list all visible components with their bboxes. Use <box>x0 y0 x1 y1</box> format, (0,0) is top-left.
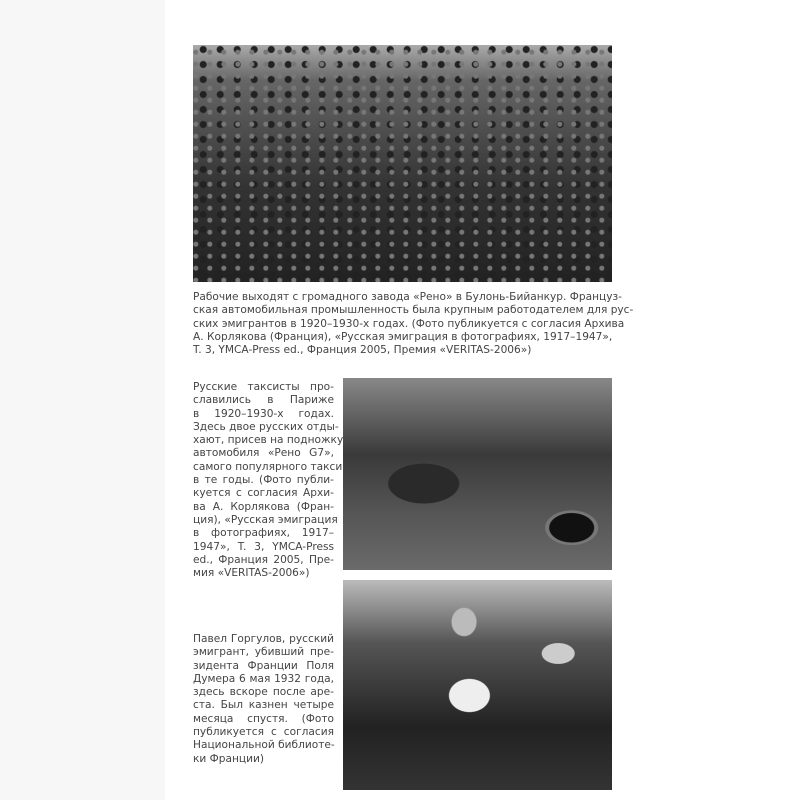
caption-line: эмигрант, убивший пре- <box>193 646 334 659</box>
caption-line: здесь вскоре после аре- <box>193 686 334 699</box>
caption-line: ва А. Корлякова (Фран- <box>193 500 334 513</box>
caption-line: ская автомобильная промышленность была крупным работодателем для рус- <box>193 304 634 317</box>
caption-line: ских эмигрантов в 1920–1930-х годах. (Фото публикуется с согласия Архива <box>193 317 625 330</box>
caption-line: куется с согласия Архи- <box>193 487 334 500</box>
caption-line: в те годы. (Фото публи- <box>193 474 334 487</box>
caption-line: зидента Франции Поля <box>193 659 334 672</box>
caption-line: месяца спустя. (Фото <box>193 712 334 725</box>
caption-line: Павел Горгулов, русский <box>193 633 334 645</box>
photo-renault-workers-crowd <box>193 45 612 282</box>
caption-line: 1947», T. 3, YMCA-Press <box>193 540 334 553</box>
caption-line: Здесь двое русских отды- <box>193 420 339 433</box>
caption-line: А. Корлякова (Франция), «Русская эмиграция в фотографиях, 1917–1947», <box>193 330 613 343</box>
caption-gorgulov <box>193 633 334 766</box>
caption-renault-workers <box>193 291 634 357</box>
caption-line: в 1920–1930-х годах. <box>193 407 334 420</box>
caption-line: Русские таксисты про- <box>193 381 334 393</box>
caption-line: ки Франции) <box>193 752 265 765</box>
caption-line: Думера 6 мая 1932 года, <box>193 672 334 685</box>
caption-line: хают, присев на подножку <box>193 434 344 447</box>
caption-line: публикуется с согласия <box>193 726 334 739</box>
caption-line: славились в Париже <box>193 394 334 407</box>
caption-line: автомобиля «Рено G7», <box>193 447 334 460</box>
caption-line: ция), «Русская эмиграция <box>193 513 338 526</box>
photo-gorgulov-arrest <box>343 580 612 790</box>
caption-line: мия «VERITAS-2006») <box>193 567 310 580</box>
caption-line: ста. Был казнен четыре <box>193 699 334 712</box>
caption-line: самого популярного такси <box>193 460 343 473</box>
caption-taxi-drivers <box>193 381 344 580</box>
photo-taxi-drivers <box>343 378 612 570</box>
caption-line: T. 3, YMCA-Press ed., Франция 2005, Премия «VERITAS-2006») <box>193 344 532 357</box>
page-margin <box>0 0 165 800</box>
caption-line: Рабочие выходят с громадного завода «Рено» в Булонь-Бийанкур. Француз- <box>193 291 622 303</box>
caption-line: ed., Франция 2005, Пре- <box>193 553 334 566</box>
caption-line: Национальной библиоте- <box>193 739 335 752</box>
caption-line: в фотографиях, 1917– <box>193 527 334 540</box>
